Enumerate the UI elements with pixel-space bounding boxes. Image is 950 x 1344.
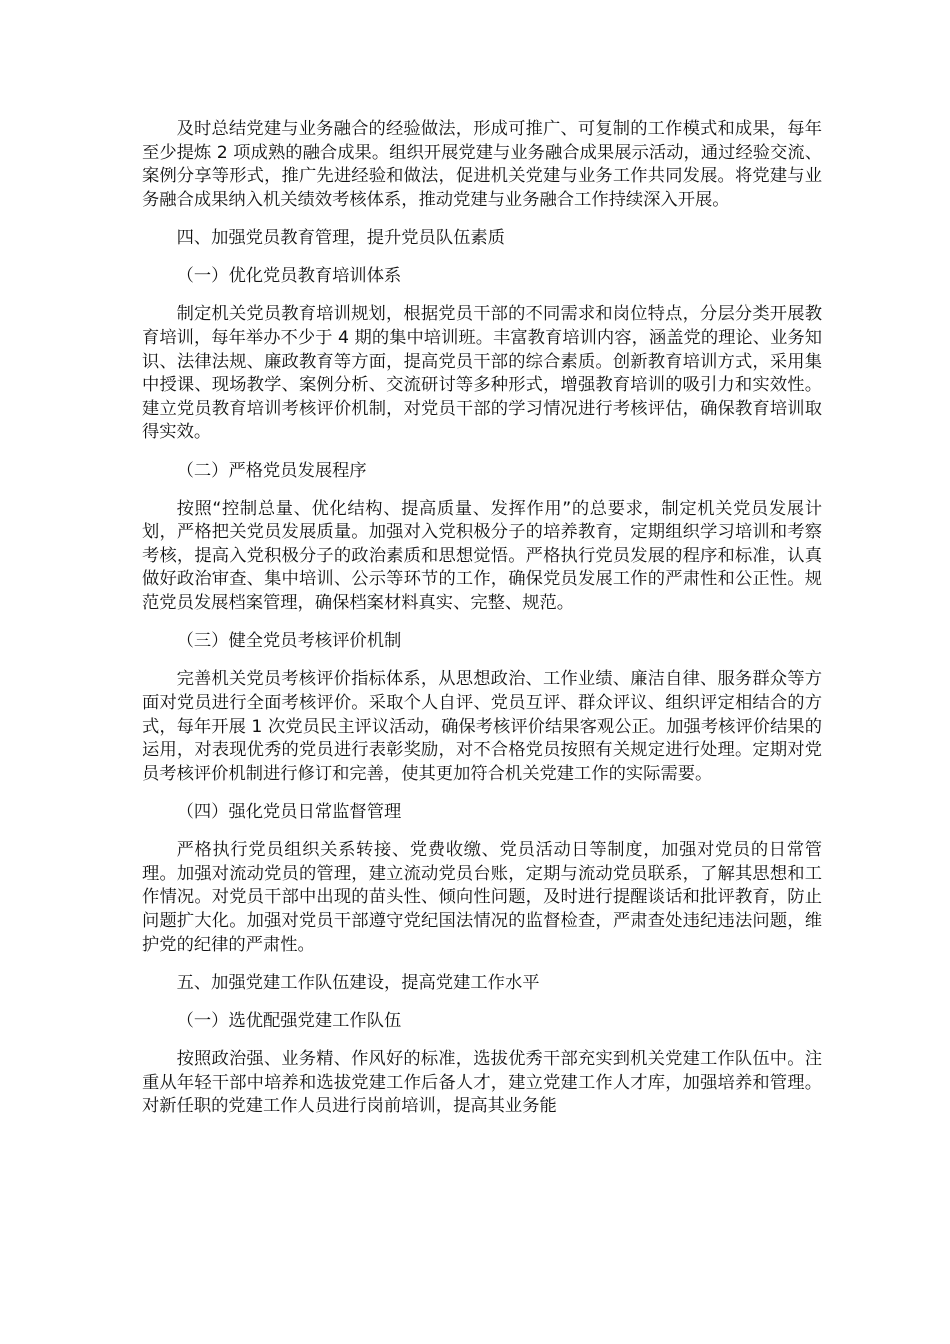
subsection-heading-4-2: （二）严格党员发展程序 [176, 460, 367, 481]
subsection-heading-5-1: （一）选优配强党建工作队伍 [176, 1010, 402, 1031]
paragraph-4-2: 按照“控制总量、优化结构、提高质量、发挥作用”的总要求，制定机关党员发展计划，严格把关党员发展质量。加强对入党积极分子的培养教育，定期组织学习培训和考察考核，提高入党积极分子的政治素质和思想觉悟。严格执行党员发展的程序和标准，认真做好政治审查、集中培训、公示等环节的工作，确保党员发展工作的严肃性和公正性。规范党员发展档案管理，确保档案材料真实、完整、规范。 [142, 498, 822, 614]
document-body [142, 118, 822, 1134]
paragraph-4-3: 完善机关党员考核评价指标体系，从思想政治、工作业绩、廉洁自律、服务群众等方面对党员进行全面考核评价。采取个人自评、党员互评、群众评议、组织评定相结合的方式，每年开展 1 次党员民主评议活动，确保考核评价结果客观公正。加强考核评价结果的运用，对表现优秀的党员进行表彰奖励，对不合格党员按照有关规定进行处理。定期对党员考核评价机制进行修订和完善，使其更加符合机关党建工作的实际需要。 [142, 669, 822, 784]
subsection-heading-4-1: （一）优化党员教育培训体系 [176, 266, 402, 287]
section-heading-5: 五、加强党建工作队伍建设，提高党建工作水平 [176, 972, 540, 993]
subsection-heading-4-4: （四）强化党员日常监督管理 [176, 802, 402, 822]
section-heading-4: 四、加强党员教育管理，提升党员队伍素质 [176, 227, 505, 248]
subsection-heading-4-3: （三）健全党员考核评价机制 [176, 631, 402, 652]
paragraph-5-1: 按照政治强、业务精、作风好的标准，选拔优秀干部充实到机关党建工作队伍中。注重从年轻干部中培养和选拔党建工作后备人才，建立党建工作人才库，加强培养和管理。对新任职的党建工作人员进行岗前培训，提高其业务能 [142, 1049, 822, 1117]
paragraph-4-1: 制定机关党员教育培训规划，根据党员干部的不同需求和岗位特点，分层分类开展教育培训，每年举办不少于 4 期的集中培训班。丰富教育培训内容，涵盖党的理论、业务知识、法律法规、廉政教育等方面，提高党员干部的综合素质。创新教育培训方式，采用集中授课、现场教学、案例分析、交流研讨等多种形式，增强教育培训的吸引力和实效性。建立党员教育培训考核评价机制，对党员干部的学习情况进行考核评估，确保教育培训取得实效。 [142, 304, 822, 443]
paragraph-4-4: 严格执行党员组织关系转接、党费收缴、党员活动日等制度，加强对党员的日常管理。加强对流动党员的管理，建立流动党员台账，定期与流动党员联系，了解其思想和工作情况。对党员干部中出现的苗头性、倾向性问题，及时进行提醒谈话和批评教育，防止问题扩大化。加强对党员干部遵守党纪国法情况的监督检查，严肃查处违纪违法问题，维护党的纪律的严肃性。 [142, 840, 822, 955]
paragraph-integration-results: 及时总结党建与业务融合的经验做法，形成可推广、可复制的工作模式和成果，每年至少提炼 2 项成熟的融合成果。组织开展党建与业务融合成果展示活动，通过经验交流、案例分享等形式，推广先进经验和做法，促进机关党建与业务工作共同发展。将党建与业务融合成果纳入机关绩效考核体系，推动党建与业务融合工作持续深入开展。 [142, 119, 822, 210]
